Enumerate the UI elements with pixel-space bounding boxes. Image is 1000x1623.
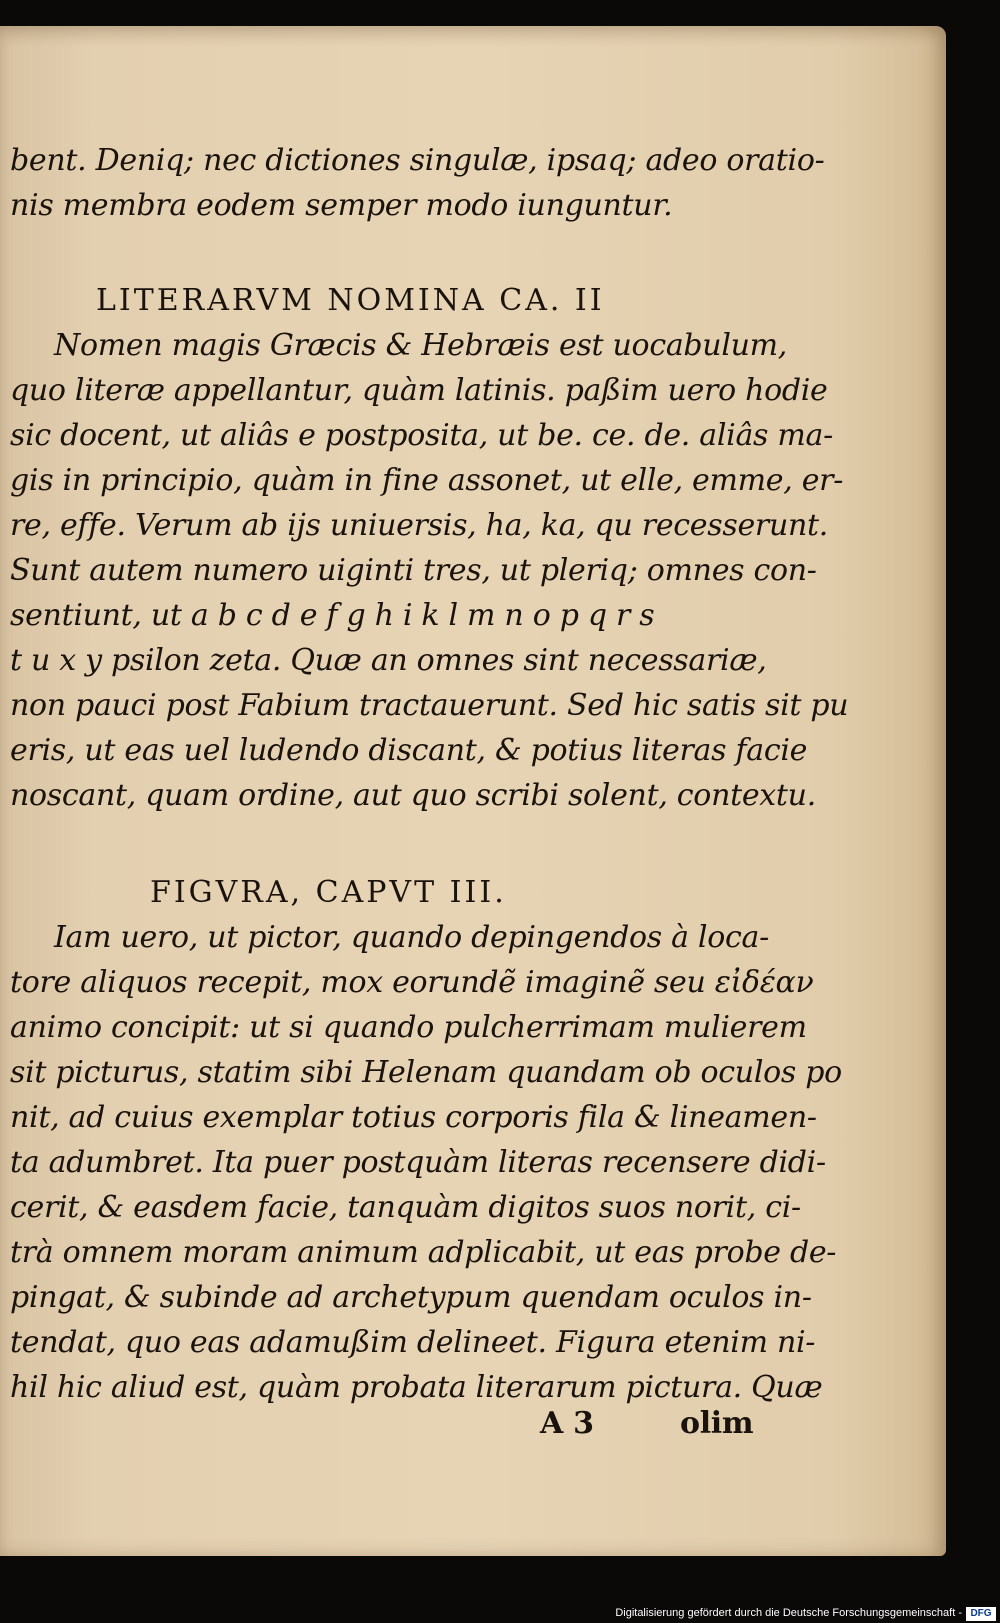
text-line: tore aliquos recepit, mox eorundẽ imaginẽ seu εἰδέαν (10, 965, 814, 1000)
text-line: ta adumbret. Ita puer postquàm literas recensere didi- (10, 1145, 826, 1180)
text-line: sit picturus, statim sibi Helenam quandam ob oculos po (10, 1055, 842, 1090)
book-page (0, 26, 946, 1556)
digitization-credit: Digitalisierung gefördert durch die Deutsche Forschungsgemeinschaft - (615, 1607, 962, 1619)
catchword: olim (680, 1406, 754, 1441)
dfg-logo: DFG (966, 1607, 996, 1621)
text-line: t u x y psilon zeta. Quæ an omnes sint necessariæ, (10, 643, 767, 678)
text-line: sentiunt, ut a b c d e f g h i k l m n o p q r s (10, 598, 655, 633)
text-line: Sunt autem numero uiginti tres, ut pleriq; omnes con- (10, 553, 817, 588)
text-line: trà omnem moram animum adplicabit, ut eas probe de- (10, 1235, 837, 1270)
text-line: Nomen magis Græcis & Hebræis est uocabulum, (54, 328, 788, 363)
signature-mark: A 3 (540, 1406, 594, 1441)
text-line: Iam uero, ut pictor, quando depingendos à loca- (54, 920, 769, 955)
text-line: gis in principio, quàm in fine assonet, ut elle, emme, er- (10, 463, 844, 498)
text-line: cerit, & easdem facie, tanquàm digitos suos norit, ci- (10, 1190, 801, 1225)
text-line: re, effe. Verum ab ijs uniuersis, ha, ka, qu recesserunt. (10, 508, 828, 543)
text-line: animo concipit: ut si quando pulcherrimam mulierem (10, 1010, 807, 1045)
text-line: nit, ad cuius exemplar totius corporis fila & lineamen- (10, 1100, 817, 1135)
text-line: eris, ut eas uel ludendo discant, & potius literas facie (10, 733, 808, 768)
text-line: pingat, & subinde ad archetypum quendam oculos in- (10, 1280, 812, 1315)
text-line: nis membra eodem semper modo iunguntur. (10, 188, 673, 223)
page-text (10, 138, 849, 1441)
text-line: hil hic aliud est, quàm probata literarum pictura. Quæ (10, 1370, 823, 1405)
text-line: non pauci post Fabium tractauerunt. Sed hic satis sit pu (10, 688, 849, 723)
chapter-heading-3: FIGVRA, CAPVT III. (150, 875, 507, 910)
chapter-heading-2: LITERARVM NOMINA CA. II (96, 283, 605, 318)
page-footer (10, 1406, 754, 1451)
text-line: sic docent, ut aliâs e postposita, ut be. ce. de. aliâs ma- (10, 418, 833, 453)
text-line: noscant, quam ordine, aut quo scribi solent, contextu. (10, 778, 816, 813)
text-line: quo literæ appellantur, quàm latinis. paßim uero hodie (10, 373, 828, 408)
text-line: bent. Deniq; nec dictiones singulæ, ipsaq; adeo oratio- (10, 143, 825, 178)
text-line: tendat, quo eas adamußim delineet. Figura etenim ni- (10, 1325, 816, 1360)
